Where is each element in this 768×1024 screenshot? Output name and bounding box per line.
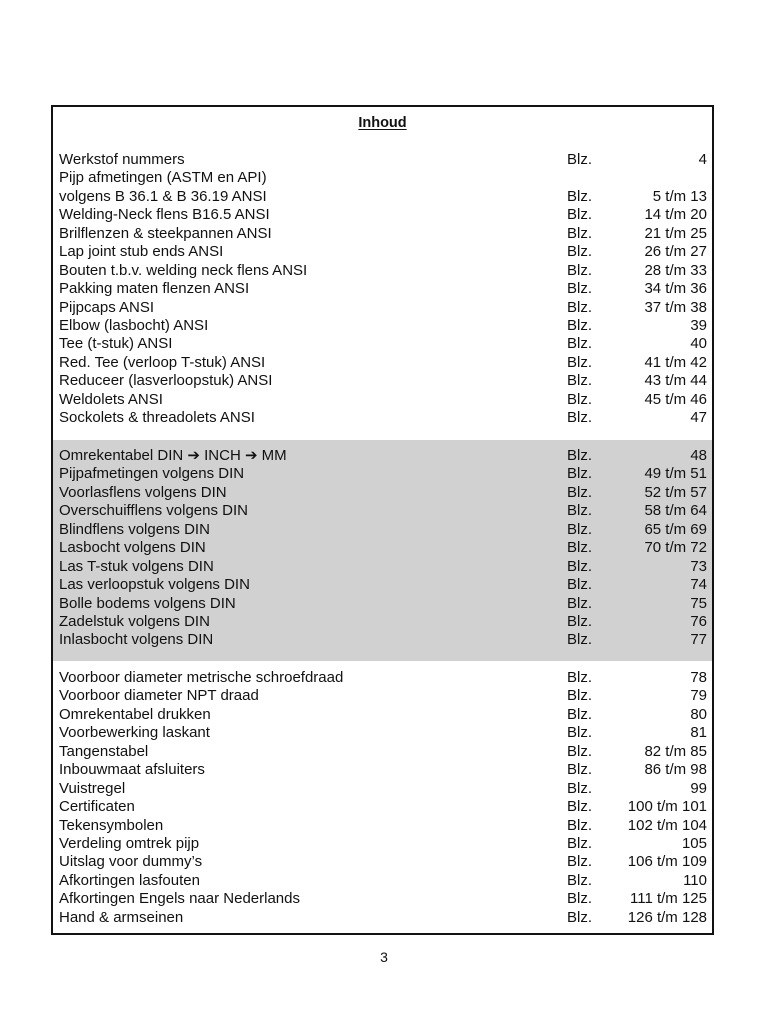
toc-entry-blz-label: Blz. — [567, 372, 593, 390]
toc-entry-page-range: 111 t/m 125 — [630, 890, 707, 908]
toc-entry — [53, 558, 712, 576]
toc-entry-page-range: 70 t/m 72 — [644, 539, 707, 557]
toc-entry-title: Inlasbocht volgens DIN — [59, 631, 214, 649]
toc-entry-title: Uitslag voor dummy’s — [59, 853, 203, 871]
toc-section-general — [53, 662, 712, 933]
toc-entry-blz-label: Blz. — [567, 687, 593, 705]
toc-entry-title: Afkortingen Engels naar Nederlands — [59, 890, 300, 908]
toc-entry — [53, 669, 712, 687]
toc-entry-page-range: 106 t/m 109 — [627, 853, 707, 871]
toc-entry-title: Voorboor diameter metrische schroefdraad — [59, 669, 344, 686]
toc-entry-title: Tee (t-stuk) ANSI — [59, 335, 173, 353]
toc-entry-title: Sockolets & threadolets ANSI — [59, 409, 255, 427]
toc-entry-blz-label: Blz. — [567, 483, 593, 501]
toc-entry-page-range: 80 — [690, 705, 707, 723]
toc-entry-title: Elbow (lasbocht) ANSI — [59, 316, 209, 334]
toc-entry-page-range: 58 t/m 64 — [644, 502, 707, 520]
toc-entry-blz-label: Blz. — [567, 335, 593, 353]
toc-entry — [53, 465, 712, 483]
toc-entry-blz-label: Blz. — [567, 390, 593, 408]
toc-entry-blz-label: Blz. — [567, 447, 593, 464]
toc-entry-title: Pakking maten flenzen ANSI — [59, 280, 250, 298]
toc-entry-page-range: 41 t/m 42 — [644, 353, 707, 371]
toc-entry-page-range: 81 — [690, 724, 707, 742]
toc-entry-page-range: 45 t/m 46 — [644, 390, 707, 408]
toc-entry-title: Lasbocht volgens DIN — [59, 539, 206, 557]
toc-entry — [53, 872, 712, 890]
toc-entry-title: Vuistregel — [59, 779, 126, 797]
toc-entry-page-range: 76 — [690, 612, 707, 630]
toc-entry-page-range: 65 t/m 69 — [644, 520, 707, 538]
toc-entry-blz-label: Blz. — [567, 557, 593, 575]
toc-entry-page-range: 4 — [698, 151, 707, 168]
toc-entry-title: Afkortingen lasfouten — [59, 871, 200, 889]
toc-entry — [53, 539, 712, 557]
toc-entry — [53, 409, 712, 427]
toc-entry-blz-label: Blz. — [567, 409, 593, 427]
toc-entry-page-range: 79 — [690, 687, 707, 705]
toc-entry-title: Voorboor diameter NPT draad — [59, 687, 259, 705]
toc-entry — [53, 188, 712, 206]
toc-entry-page-range: 28 t/m 33 — [644, 261, 707, 279]
toc-entry-blz-label: Blz. — [567, 816, 593, 834]
toc-entry-title: Omrekentabel drukken — [59, 705, 211, 723]
toc-entry-title: Tekensymbolen — [59, 816, 164, 834]
toc-entry-blz-label: Blz. — [567, 316, 593, 334]
toc-entry-page-range: 49 t/m 51 — [644, 465, 707, 483]
toc-entry-title: Omrekentabel DIN ➔ INCH ➔ MM — [59, 447, 287, 464]
toc-entry-title: Voorlasflens volgens DIN — [59, 483, 227, 501]
toc-entry-blz-label: Blz. — [567, 779, 593, 797]
toc-entry-title: Tangenstabel — [59, 742, 149, 760]
toc-entry — [53, 391, 712, 409]
toc-entry-blz-label: Blz. — [567, 724, 593, 742]
toc-section-ansi — [53, 147, 712, 439]
toc-entry-blz-label: Blz. — [567, 502, 593, 520]
toc-entry-page-range: 78 — [690, 669, 707, 686]
toc-entry — [53, 817, 712, 835]
toc-entry — [53, 447, 712, 465]
toc-entry-page-range: 110 — [683, 871, 707, 889]
toc-entry-page-range: 75 — [690, 594, 707, 612]
toc-entry-title: Red. Tee (verloop T-stuk) ANSI — [59, 353, 266, 371]
toc-entry — [53, 502, 712, 520]
toc-entry — [53, 169, 712, 187]
toc-entry-page-range: 126 t/m 128 — [627, 908, 707, 926]
toc-entry — [53, 780, 712, 798]
toc-entry-page-range: 26 t/m 27 — [644, 243, 707, 261]
toc-entry-page-range: 14 t/m 20 — [644, 206, 707, 224]
toc-entry — [53, 687, 712, 705]
toc-entry-blz-label: Blz. — [567, 298, 593, 316]
toc-entry-blz-label: Blz. — [567, 871, 593, 889]
toc-entry-blz-label: Blz. — [567, 280, 593, 298]
toc-entry-title: Voorbewerking laskant — [59, 724, 210, 742]
toc-entry — [53, 613, 712, 631]
toc-entry — [53, 798, 712, 816]
toc-entry — [53, 835, 712, 853]
toc-entry-title: Blindflens volgens DIN — [59, 520, 210, 538]
toc-entry-title: Werkstof nummers — [59, 151, 185, 168]
toc-entry-blz-label: Blz. — [567, 151, 593, 168]
toc-entry-title: Verdeling omtrek pijp — [59, 834, 200, 852]
toc-entry — [53, 243, 712, 261]
toc-entry-title: Inbouwmaat afsluiters — [59, 761, 205, 779]
toc-section-din — [53, 440, 712, 661]
toc-entry-title: Bouten t.b.v. welding neck flens ANSI — [59, 261, 308, 279]
toc-entry — [53, 576, 712, 594]
toc-entry-blz-label: Blz. — [567, 890, 593, 908]
toc-entry-title: Pijp afmetingen (ASTM en API) — [59, 169, 267, 187]
toc-entry — [53, 890, 712, 908]
toc-entry — [53, 484, 712, 502]
toc-entry-blz-label: Blz. — [567, 243, 593, 261]
toc-entry-title: Hand & armseinen — [59, 908, 184, 926]
toc-entry — [53, 335, 712, 353]
toc-entry-title: Pijpafmetingen volgens DIN — [59, 465, 245, 483]
toc-entry-page-range: 74 — [690, 576, 707, 594]
toc-entry-blz-label: Blz. — [567, 761, 593, 779]
toc-entry-blz-label: Blz. — [567, 908, 593, 926]
toc-entry-title: Zadelstuk volgens DIN — [59, 612, 210, 630]
toc-entry-blz-label: Blz. — [567, 631, 593, 649]
toc-entry-title: Weldolets ANSI — [59, 390, 163, 408]
toc-entry-blz-label: Blz. — [567, 576, 593, 594]
toc-entry-page-range: 48 — [690, 447, 707, 464]
toc-entry — [53, 706, 712, 724]
toc-rows — [53, 669, 712, 927]
toc-entry-title: Las T-stuk volgens DIN — [59, 557, 214, 575]
toc-entry-page-range: 77 — [690, 631, 707, 649]
toc-entry-blz-label: Blz. — [567, 520, 593, 538]
toc-entry-page-range: 73 — [690, 557, 707, 575]
toc-entry-page-range: 39 — [690, 316, 707, 334]
toc-rows — [53, 151, 712, 428]
toc-entry — [53, 151, 712, 169]
toc-entry-title: Reduceer (lasverloopstuk) ANSI — [59, 372, 273, 390]
toc-rows — [53, 447, 712, 650]
toc-entry — [53, 354, 712, 372]
toc-entry-page-range: 100 t/m 101 — [627, 798, 707, 816]
toc-entry-blz-label: Blz. — [567, 742, 593, 760]
toc-entry-blz-label: Blz. — [567, 612, 593, 630]
toc-heading: Inhoud — [358, 115, 407, 131]
toc-entry-blz-label: Blz. — [567, 465, 593, 483]
toc-entry-blz-label: Blz. — [567, 594, 593, 612]
toc-entry-title: Certificaten — [59, 798, 135, 816]
toc-entry-blz-label: Blz. — [567, 834, 593, 852]
toc-entry-blz-label: Blz. — [567, 353, 593, 371]
toc-entry-page-range: 52 t/m 57 — [644, 483, 707, 501]
toc-entry — [53, 225, 712, 243]
toc-entry — [53, 631, 712, 649]
toc-entry — [53, 743, 712, 761]
toc-entry — [53, 372, 712, 390]
toc-entry — [53, 317, 712, 335]
toc-entry-page-range: 105 — [681, 834, 707, 852]
toc-entry — [53, 724, 712, 742]
toc-entry-page-range: 40 — [690, 335, 707, 353]
toc-entry — [53, 521, 712, 539]
toc-entry-blz-label: Blz. — [567, 539, 593, 557]
toc-entry-title: Brilflenzen & steekpannen ANSI — [59, 224, 272, 242]
toc-entry-page-range: 5 t/m 13 — [652, 187, 707, 205]
toc-entry-page-range: 43 t/m 44 — [644, 372, 707, 390]
toc-entry — [53, 280, 712, 298]
toc-entry-page-range: 86 t/m 98 — [644, 761, 707, 779]
toc-entry-title: Bolle bodems volgens DIN — [59, 594, 236, 612]
toc-entry-blz-label: Blz. — [567, 261, 593, 279]
toc-entry — [53, 761, 712, 779]
toc-entry-blz-label: Blz. — [567, 798, 593, 816]
toc-entry — [53, 206, 712, 224]
toc-entry-title: Overschuifflens volgens DIN — [59, 502, 248, 520]
toc-entry-title: Pijpcaps ANSI — [59, 298, 155, 316]
toc-entry-page-range: 102 t/m 104 — [627, 816, 707, 834]
toc-entry-page-range: 21 t/m 25 — [644, 224, 707, 242]
page-number: 3 — [380, 949, 388, 965]
toc-entry-title: Las verloopstuk volgens DIN — [59, 576, 250, 594]
toc-entry-blz-label: Blz. — [567, 669, 593, 686]
toc-entry-title: volgens B 36.1 & B 36.19 ANSI — [59, 187, 267, 205]
table-of-contents — [51, 105, 714, 935]
toc-entry — [53, 909, 712, 927]
toc-entry — [53, 299, 712, 317]
toc-entry-blz-label: Blz. — [567, 224, 593, 242]
toc-entry-page-range: 34 t/m 36 — [644, 280, 707, 298]
toc-entry-title: Lap joint stub ends ANSI — [59, 243, 224, 261]
toc-entry-blz-label: Blz. — [567, 853, 593, 871]
toc-entry-title: Welding-Neck flens B16.5 ANSI — [59, 206, 270, 224]
toc-entry-blz-label: Blz. — [567, 705, 593, 723]
toc-entry-page-range: 47 — [690, 409, 707, 427]
toc-entry — [53, 853, 712, 871]
toc-entry — [53, 595, 712, 613]
toc-entry-page-range: 37 t/m 38 — [644, 298, 707, 316]
toc-entry-page-range: 99 — [690, 779, 707, 797]
toc-entry-page-range: 82 t/m 85 — [644, 742, 707, 760]
toc-entry — [53, 262, 712, 280]
toc-entry-blz-label: Blz. — [567, 206, 593, 224]
toc-entry-blz-label: Blz. — [567, 187, 593, 205]
